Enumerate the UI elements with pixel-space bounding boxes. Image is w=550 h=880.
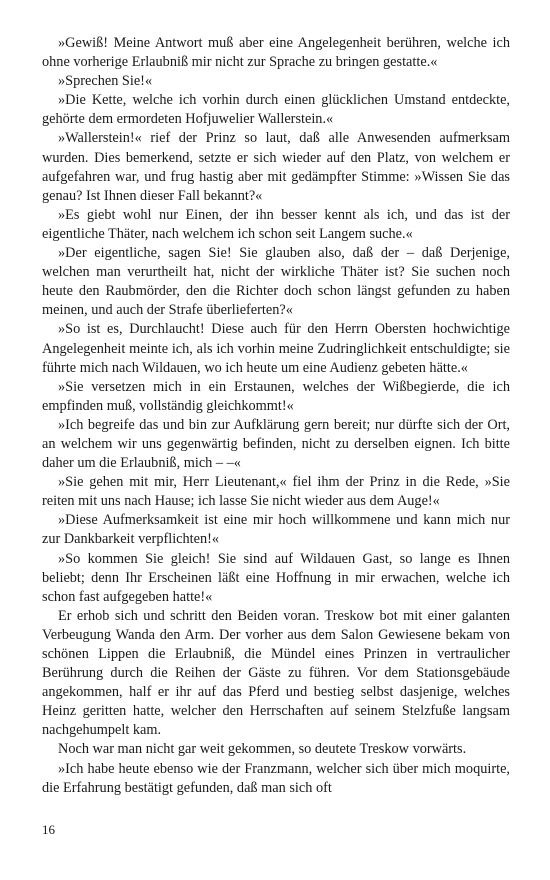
paragraph: »Gewiß! Meine Antwort muß aber eine Angelegenheit berühren, welche ich ohne vorherige Erlaubniß mir nicht zur Sprache zu bringen gestatte.« (42, 35, 510, 71)
paragraph: »Sie gehen mit mir, Herr Lieutenant,« fiel ihm der Prinz in die Rede, »Sie reiten mit uns nach Hause; ich lasse Sie nicht wieder aus dem Auge!« (42, 474, 510, 510)
paragraph: »Wallerstein!« rief der Prinz so laut, daß alle Anwesenden aufmerksam wurden. Dies bemerkend, setzte er sich wieder auf den Platz, von welchem er aufgefahren war, und frug hastig aber mit gedämpfter Stimme: »Wissen Sie das genau? Ist Ihnen dieser Fall bekannt?« (42, 130, 510, 204)
paragraph: Er erhob sich und schritt den Beiden voran. Treskow bot mit einer galanten Verbeugung Wanda den Arm. Der vorher aus dem Salon Gewiesene bekam von schönen Lippen die Erlaubniß, die Mündel eines Prinzen in vertraulicher Berührung durch die Reihen der Gäste zu führen. Vor dem Stationsgebäude angekommen, half er ihr auf das Pferd und bestieg selbst dasjenige, welches Heinz geritten hatte, welcher den Herrschaften auf seinem Stelzfuße langsam nachgehumpelt kam. (42, 607, 510, 739)
paragraph: »Der eigentliche, sagen Sie! Sie glauben also, daß der – daß Derjenige, welchen man verurtheilt hat, nicht der wirkliche Thäter ist? Sie suchen noch heute den Raubmörder, den die Richter doch schon längst gefunden zu haben meinen, und auch der Strafe überlieferten?« (42, 245, 510, 319)
paragraph: »Es giebt wohl nur Einen, der ihn besser kennt als ich, und das ist der eigentliche Thäter, nach welchem ich schon seit Langem suche.« (42, 206, 510, 242)
paragraph: »Ich begreife das und bin zur Aufklärung gern bereit; nur dürfte sich der Ort, an welchem wir uns gegenwärtig befinden, nicht zu derselben eignen. Ich bitte daher um die Erlaubniß, mich – –« (42, 416, 510, 472)
paragraph: »Sprechen Sie!« (58, 73, 153, 90)
paragraph: »Die Kette, welche ich vorhin durch einen glücklichen Umstand entdeckte, gehörte dem ermordeten Hofjuwelier Wallerstein.« (42, 92, 510, 128)
body-text (42, 34, 510, 798)
page-number: 16 (42, 822, 55, 837)
paragraph: »So kommen Sie gleich! Sie sind auf Wildauen Gast, so lange es Ihnen beliebt; denn Ihr Erscheinen läßt eine Hoffnung in mir erwachen, welche ich schon fast aufgegeben hatte!« (42, 550, 510, 605)
paragraph: Noch war man nicht gar weit gekommen, so deutete Treskow vorwärts. (58, 741, 467, 758)
paragraph: »Diese Aufmerksamkeit ist eine mir hoch willkommene und kann mich nur zur Dankbarkeit verpflichten!« (42, 512, 510, 548)
paragraph: »So ist es, Durchlaucht! Diese auch für den Herrn Obersten hochwichtige Angelegenheit meinte ich, als ich vorhin meine Zudringlichkeit entschuldigte; sie führte mich nach Wildauen, wo ich heute um eine Audienz gebeten hätte.« (42, 321, 510, 376)
paragraph: »Ich habe heute ebenso wie der Franzmann, welcher sich über mich moquirte, die Erfahrung bestätigt gefunden, daß man sich oft (42, 760, 510, 796)
paragraph: »Sie versetzen mich in ein Erstaunen, welches der Wißbegierde, die ich empfinden muß, vollständig gleichkommt!« (42, 378, 510, 414)
